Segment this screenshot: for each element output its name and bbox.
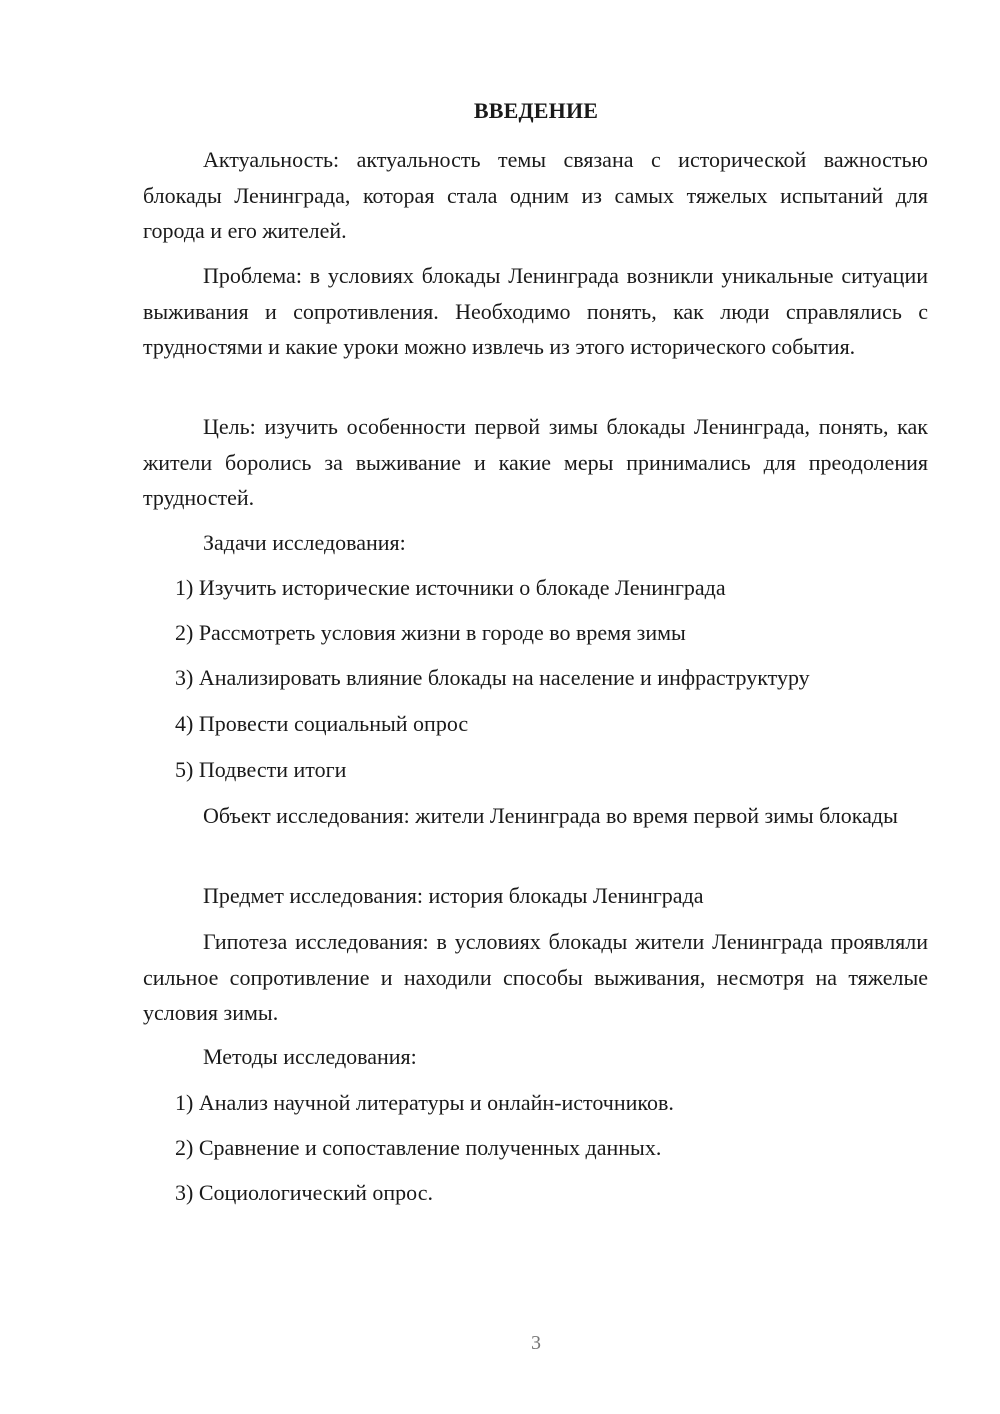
task-item: 5) Подвести итоги xyxy=(175,757,347,782)
task-item: 1) Изучить исторические источники о блокаде Ленинграда xyxy=(175,575,726,600)
task-item: 3) Анализировать влияние блокады на население и инфраструктуру xyxy=(175,665,810,690)
relevance-paragraph: Актуальность: актуальность темы связана с исторической важностью блокады Ленинграда, которая стала одним из самых тяжелых испытаний для города и его жителей. xyxy=(143,147,928,243)
page-title: ВВЕДЕНИЕ xyxy=(473,98,599,123)
methods-heading: Методы исследования: xyxy=(203,1044,417,1069)
task-item: 4) Провести социальный опрос xyxy=(175,711,469,736)
method-item: 1) Анализ научной литературы и онлайн-источников. xyxy=(175,1090,674,1115)
task-item: 2) Рассмотреть условия жизни в городе во время зимы xyxy=(175,620,686,645)
method-item: 2) Сравнение и сопоставление полученных данных. xyxy=(175,1135,662,1160)
tasks-heading: Задачи исследования: xyxy=(203,530,406,555)
goal-paragraph: Цель: изучить особенности первой зимы блокады Ленинграда, понять, как жители боролись за выживание и какие меры принимались для преодоления трудностей. xyxy=(143,414,928,510)
subject-paragraph: Предмет исследования: история блокады Ленинграда xyxy=(203,883,704,908)
hypothesis-paragraph: Гипотеза исследования: в условиях блокады жители Ленинграда проявляли сильное сопротивление и находили способы выживания, несмотря на тяжелые условия зимы. xyxy=(143,929,928,1025)
method-item: 3) Социологический опрос. xyxy=(175,1180,433,1205)
object-paragraph: Объект исследования: жители Ленинграда во время первой зимы блокады xyxy=(203,803,898,828)
page-number: 3 xyxy=(531,1332,541,1354)
problem-paragraph: Проблема: в условиях блокады Ленинграда возникли уникальные ситуации выживания и сопротивления. Необходимо понять, как люди справлялись с трудностями и какие уроки можно извлечь из этого исторического события. xyxy=(143,263,928,359)
